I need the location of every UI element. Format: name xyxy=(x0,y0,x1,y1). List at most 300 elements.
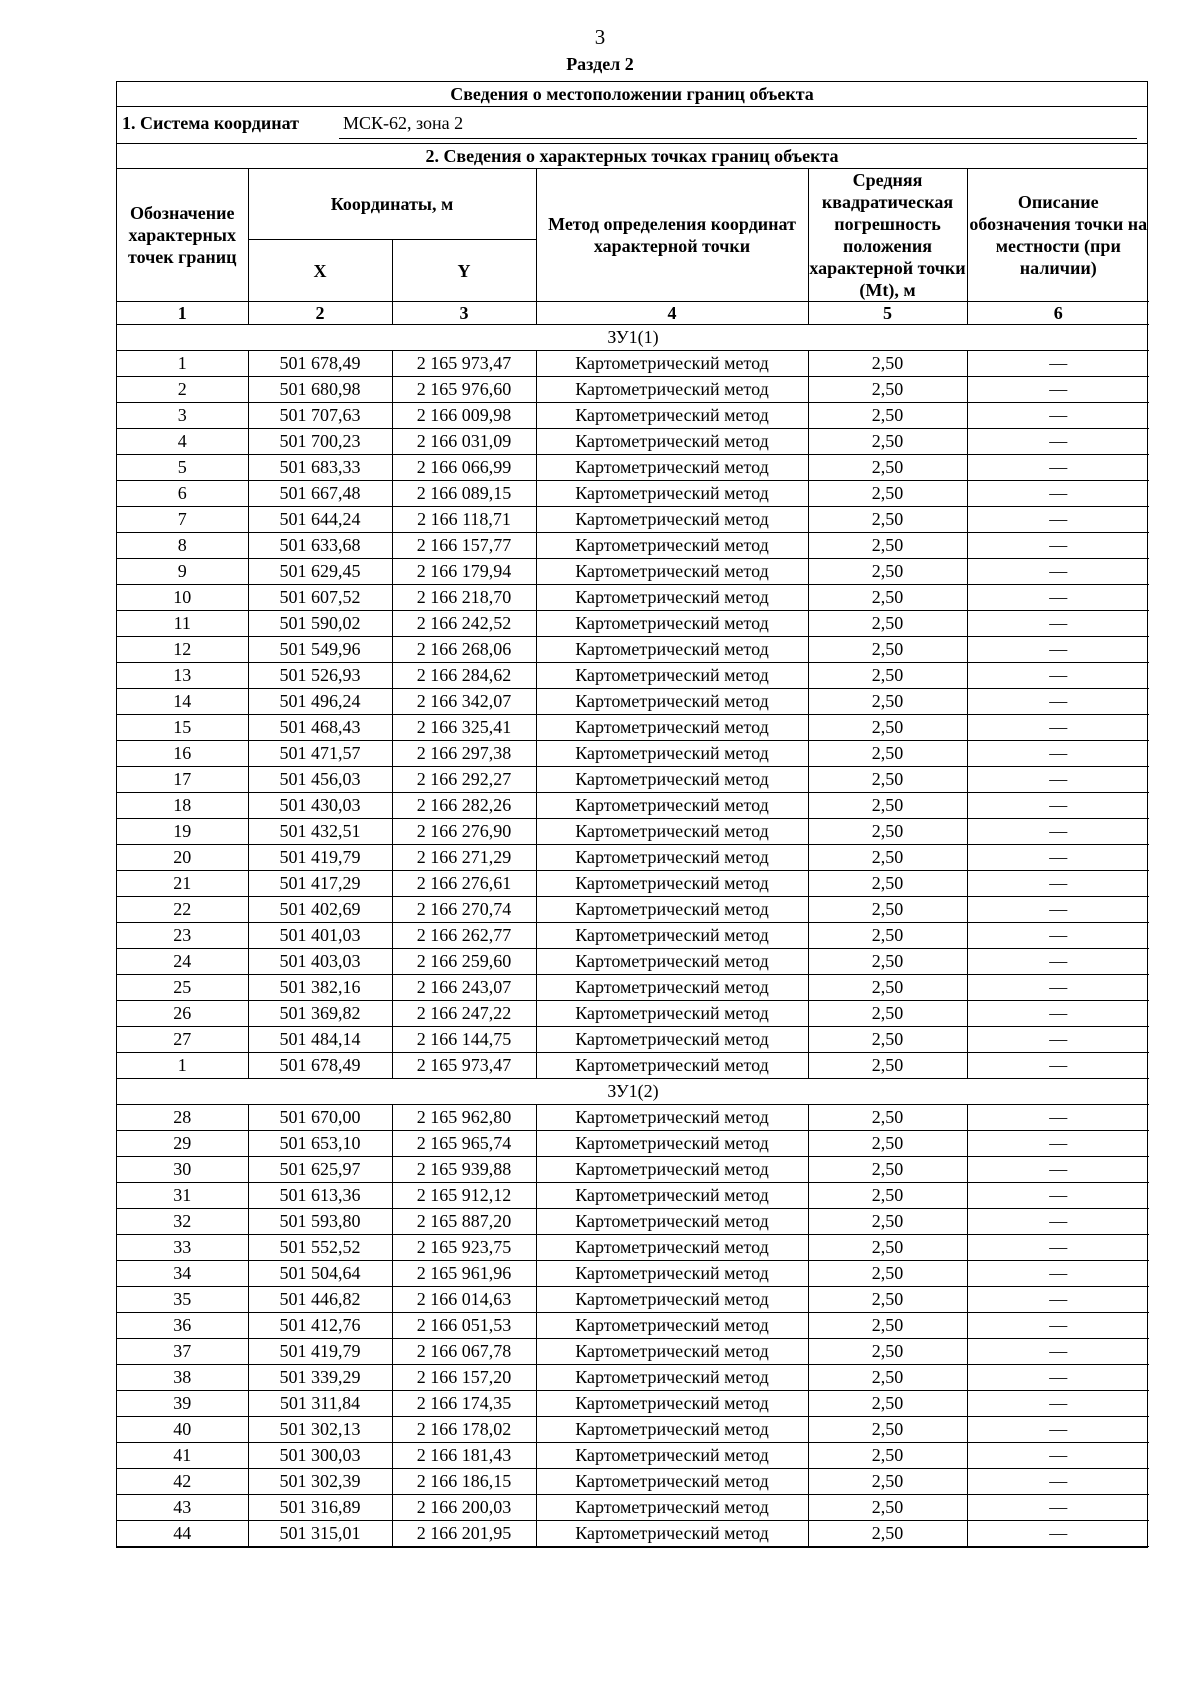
coord-x: 501 419,79 xyxy=(248,845,392,871)
point-number: 43 xyxy=(117,1495,248,1521)
coord-y: 2 166 259,60 xyxy=(392,949,536,975)
error-value: 2,50 xyxy=(808,741,967,767)
method: Картометрический метод xyxy=(536,1495,808,1521)
point-number: 2 xyxy=(117,377,248,403)
table-row xyxy=(117,1391,1149,1417)
coord-y: 2 165 976,60 xyxy=(392,377,536,403)
table-row xyxy=(117,1027,1149,1053)
coord-x: 501 678,49 xyxy=(248,351,392,377)
coord-x: 501 607,52 xyxy=(248,585,392,611)
table-row xyxy=(117,793,1149,819)
error-value: 2,50 xyxy=(808,377,967,403)
table-row xyxy=(117,1521,1149,1547)
coordinate-system-label: 1. Система координат xyxy=(122,113,299,133)
coord-y: 2 166 174,35 xyxy=(392,1391,536,1417)
coord-x: 501 432,51 xyxy=(248,819,392,845)
table-row xyxy=(117,1339,1149,1365)
coord-y: 2 166 242,52 xyxy=(392,611,536,637)
coord-x: 501 613,36 xyxy=(248,1183,392,1209)
method: Картометрический метод xyxy=(536,1157,808,1183)
coord-y: 2 166 276,61 xyxy=(392,871,536,897)
point-number: 1 xyxy=(117,351,248,377)
point-number: 29 xyxy=(117,1131,248,1157)
point-description: — xyxy=(967,1105,1149,1131)
method: Картометрический метод xyxy=(536,377,808,403)
method: Картометрический метод xyxy=(536,1261,808,1287)
method: Картометрический метод xyxy=(536,1053,808,1079)
coord-x: 501 653,10 xyxy=(248,1131,392,1157)
coord-y: 2 166 178,02 xyxy=(392,1417,536,1443)
table-row xyxy=(117,507,1149,533)
header-designation: Обозначение характерных точек границ xyxy=(117,169,248,302)
coordinate-system-row xyxy=(117,107,1147,144)
point-number: 41 xyxy=(117,1443,248,1469)
method: Картометрический метод xyxy=(536,559,808,585)
coord-y: 2 165 923,75 xyxy=(392,1235,536,1261)
coord-y: 2 166 144,75 xyxy=(392,1027,536,1053)
error-value: 2,50 xyxy=(808,1287,967,1313)
point-description: — xyxy=(967,1027,1149,1053)
coord-y: 2 165 965,74 xyxy=(392,1131,536,1157)
coord-x: 501 590,02 xyxy=(248,611,392,637)
coord-x: 501 402,69 xyxy=(248,897,392,923)
method: Картометрический метод xyxy=(536,429,808,455)
error-value: 2,50 xyxy=(808,637,967,663)
method: Картометрический метод xyxy=(536,1339,808,1365)
coord-x: 501 667,48 xyxy=(248,481,392,507)
table-row xyxy=(117,1261,1149,1287)
point-number: 27 xyxy=(117,1027,248,1053)
error-value: 2,50 xyxy=(808,1261,967,1287)
point-number: 21 xyxy=(117,871,248,897)
boundary-info-frame xyxy=(116,81,1148,1548)
point-number: 11 xyxy=(117,611,248,637)
point-description: — xyxy=(967,559,1149,585)
point-number: 6 xyxy=(117,481,248,507)
coord-y: 2 166 157,20 xyxy=(392,1365,536,1391)
point-description: — xyxy=(967,403,1149,429)
coord-x: 501 504,64 xyxy=(248,1261,392,1287)
error-value: 2,50 xyxy=(808,455,967,481)
table-row xyxy=(117,1495,1149,1521)
point-description: — xyxy=(967,689,1149,715)
coord-x: 501 670,00 xyxy=(248,1105,392,1131)
coord-y: 2 166 118,71 xyxy=(392,507,536,533)
header-coordinates: Координаты, м xyxy=(248,169,536,240)
point-number: 35 xyxy=(117,1287,248,1313)
point-number: 7 xyxy=(117,507,248,533)
point-description: — xyxy=(967,1157,1149,1183)
error-value: 2,50 xyxy=(808,1365,967,1391)
table-row xyxy=(117,1209,1149,1235)
coord-x: 501 484,14 xyxy=(248,1027,392,1053)
point-number: 36 xyxy=(117,1313,248,1339)
point-description: — xyxy=(967,585,1149,611)
coord-x: 501 456,03 xyxy=(248,767,392,793)
method: Картометрический метод xyxy=(536,1469,808,1495)
coord-y: 2 166 292,27 xyxy=(392,767,536,793)
error-value: 2,50 xyxy=(808,1053,967,1079)
point-description: — xyxy=(967,975,1149,1001)
point-number: 19 xyxy=(117,819,248,845)
coord-y: 2 166 284,62 xyxy=(392,663,536,689)
error-value: 2,50 xyxy=(808,897,967,923)
table-row xyxy=(117,1313,1149,1339)
coord-x: 501 430,03 xyxy=(248,793,392,819)
coord-x: 501 625,97 xyxy=(248,1157,392,1183)
error-value: 2,50 xyxy=(808,1183,967,1209)
point-number: 44 xyxy=(117,1521,248,1547)
coord-y: 2 166 031,09 xyxy=(392,429,536,455)
table-row xyxy=(117,949,1149,975)
coord-y: 2 165 939,88 xyxy=(392,1157,536,1183)
page-number: 3 xyxy=(594,25,606,49)
point-number: 22 xyxy=(117,897,248,923)
group-name: ЗУ1(2) xyxy=(117,1079,1149,1105)
coord-y: 2 165 961,96 xyxy=(392,1261,536,1287)
coord-x: 501 302,13 xyxy=(248,1417,392,1443)
coord-x: 501 683,33 xyxy=(248,455,392,481)
table-row xyxy=(117,351,1149,377)
method: Картометрический метод xyxy=(536,845,808,871)
coord-x: 501 629,45 xyxy=(248,559,392,585)
coord-y: 2 166 282,26 xyxy=(392,793,536,819)
point-description: — xyxy=(967,1469,1149,1495)
error-value: 2,50 xyxy=(808,1521,967,1547)
point-description: — xyxy=(967,1261,1149,1287)
point-description: — xyxy=(967,1131,1149,1157)
table-row xyxy=(117,429,1149,455)
point-description: — xyxy=(967,949,1149,975)
point-number: 26 xyxy=(117,1001,248,1027)
coord-y: 2 166 157,77 xyxy=(392,533,536,559)
column-number: 6 xyxy=(967,302,1149,325)
error-value: 2,50 xyxy=(808,1443,967,1469)
table-row xyxy=(117,377,1149,403)
point-description: — xyxy=(967,1417,1149,1443)
error-value: 2,50 xyxy=(808,611,967,637)
error-value: 2,50 xyxy=(808,1469,967,1495)
error-value: 2,50 xyxy=(808,585,967,611)
method: Картометрический метод xyxy=(536,1105,808,1131)
table-row xyxy=(117,1001,1149,1027)
coord-y: 2 166 243,07 xyxy=(392,975,536,1001)
header-description: Описание обозначения точки на местности (при наличии) xyxy=(967,169,1149,302)
table-row xyxy=(117,637,1149,663)
error-value: 2,50 xyxy=(808,715,967,741)
point-description: — xyxy=(967,819,1149,845)
table-row xyxy=(117,585,1149,611)
coord-y: 2 166 276,90 xyxy=(392,819,536,845)
point-number: 25 xyxy=(117,975,248,1001)
coord-y: 2 166 201,95 xyxy=(392,1521,536,1547)
point-description: — xyxy=(967,715,1149,741)
header-error: Средняя квадратическая погрешность положения характерной точки (Mt), м xyxy=(809,170,966,300)
column-number: 2 xyxy=(248,302,392,325)
table-row xyxy=(117,767,1149,793)
coord-x: 501 302,39 xyxy=(248,1469,392,1495)
point-number: 34 xyxy=(117,1261,248,1287)
table-row xyxy=(117,741,1149,767)
coord-y: 2 166 009,98 xyxy=(392,403,536,429)
coord-x: 501 700,23 xyxy=(248,429,392,455)
group-row xyxy=(117,325,1149,351)
column-number-row xyxy=(117,302,1149,325)
method: Картометрический метод xyxy=(536,767,808,793)
point-description: — xyxy=(967,1365,1149,1391)
coord-x: 501 401,03 xyxy=(248,923,392,949)
method: Картометрический метод xyxy=(536,923,808,949)
table-row xyxy=(117,1157,1149,1183)
table-row xyxy=(117,819,1149,845)
table-row xyxy=(117,1053,1149,1079)
coord-x: 501 496,24 xyxy=(248,689,392,715)
point-number: 18 xyxy=(117,793,248,819)
point-description: — xyxy=(967,793,1149,819)
point-description: — xyxy=(967,533,1149,559)
coord-x: 501 315,01 xyxy=(248,1521,392,1547)
point-number: 4 xyxy=(117,429,248,455)
coord-y: 2 166 342,07 xyxy=(392,689,536,715)
error-value: 2,50 xyxy=(808,689,967,715)
method: Картометрический метод xyxy=(536,1235,808,1261)
coord-y: 2 166 270,74 xyxy=(392,897,536,923)
column-number: 3 xyxy=(392,302,536,325)
method: Картометрический метод xyxy=(536,741,808,767)
table-row xyxy=(117,715,1149,741)
coord-y: 2 166 325,41 xyxy=(392,715,536,741)
table-row xyxy=(117,871,1149,897)
coord-x: 501 707,63 xyxy=(248,403,392,429)
table-row xyxy=(117,1131,1149,1157)
method: Картометрический метод xyxy=(536,949,808,975)
error-value: 2,50 xyxy=(808,533,967,559)
error-value: 2,50 xyxy=(808,663,967,689)
point-number: 20 xyxy=(117,845,248,871)
group-name: ЗУ1(1) xyxy=(117,325,1149,351)
point-description: — xyxy=(967,1235,1149,1261)
coord-y: 2 166 186,15 xyxy=(392,1469,536,1495)
coord-x: 501 417,29 xyxy=(248,871,392,897)
point-description: — xyxy=(967,611,1149,637)
header-y: Y xyxy=(392,240,536,302)
main-title: Сведения о местоположении границ объекта xyxy=(117,82,1147,107)
point-description: — xyxy=(967,1495,1149,1521)
method: Картометрический метод xyxy=(536,1313,808,1339)
method: Картометрический метод xyxy=(536,975,808,1001)
error-value: 2,50 xyxy=(808,871,967,897)
point-number: 24 xyxy=(117,949,248,975)
point-number: 37 xyxy=(117,1339,248,1365)
method: Картометрический метод xyxy=(536,871,808,897)
point-number: 39 xyxy=(117,1391,248,1417)
table-row xyxy=(117,975,1149,1001)
coord-y: 2 166 247,22 xyxy=(392,1001,536,1027)
method: Картометрический метод xyxy=(536,689,808,715)
point-description: — xyxy=(967,1443,1149,1469)
table-row xyxy=(117,1235,1149,1261)
table-row xyxy=(117,845,1149,871)
error-value: 2,50 xyxy=(808,1131,967,1157)
method: Картометрический метод xyxy=(536,1183,808,1209)
error-value: 2,50 xyxy=(808,793,967,819)
coord-y: 2 166 179,94 xyxy=(392,559,536,585)
point-number: 9 xyxy=(117,559,248,585)
point-description: — xyxy=(967,1287,1149,1313)
point-number: 5 xyxy=(117,455,248,481)
point-description: — xyxy=(967,507,1149,533)
coord-x: 501 680,98 xyxy=(248,377,392,403)
coord-y: 2 166 262,77 xyxy=(392,923,536,949)
method: Картометрический метод xyxy=(536,1131,808,1157)
point-description: — xyxy=(967,1183,1149,1209)
table-row xyxy=(117,403,1149,429)
point-number: 38 xyxy=(117,1365,248,1391)
table-row xyxy=(117,1183,1149,1209)
error-value: 2,50 xyxy=(808,845,967,871)
method: Картометрический метод xyxy=(536,611,808,637)
point-number: 33 xyxy=(117,1235,248,1261)
error-value: 2,50 xyxy=(808,1105,967,1131)
point-description: — xyxy=(967,767,1149,793)
method: Картометрический метод xyxy=(536,663,808,689)
point-number: 12 xyxy=(117,637,248,663)
error-value: 2,50 xyxy=(808,429,967,455)
error-value: 2,50 xyxy=(808,559,967,585)
method: Картометрический метод xyxy=(536,1001,808,1027)
coord-y: 2 165 962,80 xyxy=(392,1105,536,1131)
error-value: 2,50 xyxy=(808,1339,967,1365)
method: Картометрический метод xyxy=(536,1365,808,1391)
point-description: — xyxy=(967,351,1149,377)
table-row xyxy=(117,533,1149,559)
error-value: 2,50 xyxy=(808,923,967,949)
coord-x: 501 526,93 xyxy=(248,663,392,689)
point-number: 15 xyxy=(117,715,248,741)
method: Картометрический метод xyxy=(536,1209,808,1235)
point-description: — xyxy=(967,741,1149,767)
point-description: — xyxy=(967,1339,1149,1365)
error-value: 2,50 xyxy=(808,1235,967,1261)
point-description: — xyxy=(967,663,1149,689)
column-number: 5 xyxy=(808,302,967,325)
method: Картометрический метод xyxy=(536,793,808,819)
coord-x: 501 316,89 xyxy=(248,1495,392,1521)
coordinate-system-value: МСК-62, зона 2 xyxy=(343,113,464,133)
point-number: 23 xyxy=(117,923,248,949)
table-row xyxy=(117,897,1149,923)
point-number: 32 xyxy=(117,1209,248,1235)
column-number: 4 xyxy=(536,302,808,325)
coord-x: 501 593,80 xyxy=(248,1209,392,1235)
error-value: 2,50 xyxy=(808,403,967,429)
point-description: — xyxy=(967,1391,1149,1417)
error-value: 2,50 xyxy=(808,507,967,533)
coord-y: 2 166 218,70 xyxy=(392,585,536,611)
coord-y: 2 166 200,03 xyxy=(392,1495,536,1521)
coord-y: 2 165 912,12 xyxy=(392,1183,536,1209)
coord-x: 501 339,29 xyxy=(248,1365,392,1391)
coord-y: 2 166 271,29 xyxy=(392,845,536,871)
method: Картометрический метод xyxy=(536,533,808,559)
table-row xyxy=(117,1105,1149,1131)
coord-x: 501 446,82 xyxy=(248,1287,392,1313)
error-value: 2,50 xyxy=(808,767,967,793)
point-description: — xyxy=(967,1053,1149,1079)
method: Картометрический метод xyxy=(536,403,808,429)
error-value: 2,50 xyxy=(808,1157,967,1183)
point-number: 8 xyxy=(117,533,248,559)
coord-x: 501 412,76 xyxy=(248,1313,392,1339)
error-value: 2,50 xyxy=(808,1209,967,1235)
table-row xyxy=(117,455,1149,481)
table-row xyxy=(117,689,1149,715)
table-row xyxy=(117,611,1149,637)
point-number: 42 xyxy=(117,1469,248,1495)
point-description: — xyxy=(967,1209,1149,1235)
method: Картометрический метод xyxy=(536,351,808,377)
error-value: 2,50 xyxy=(808,1313,967,1339)
coord-x: 501 369,82 xyxy=(248,1001,392,1027)
coord-y: 2 166 181,43 xyxy=(392,1443,536,1469)
error-value: 2,50 xyxy=(808,1391,967,1417)
method: Картометрический метод xyxy=(536,507,808,533)
error-value: 2,50 xyxy=(808,1001,967,1027)
method: Картометрический метод xyxy=(536,1443,808,1469)
error-value: 2,50 xyxy=(808,975,967,1001)
method: Картометрический метод xyxy=(536,481,808,507)
point-number: 13 xyxy=(117,663,248,689)
points-table xyxy=(117,169,1149,1547)
method: Картометрический метод xyxy=(536,1027,808,1053)
method: Картометрический метод xyxy=(536,1391,808,1417)
point-description: — xyxy=(967,429,1149,455)
point-description: — xyxy=(967,1001,1149,1027)
header-method: Метод определения координат характерной точки xyxy=(536,169,808,302)
coord-y: 2 166 067,78 xyxy=(392,1339,536,1365)
point-number: 31 xyxy=(117,1183,248,1209)
method: Картометрический метод xyxy=(536,897,808,923)
method: Картометрический метод xyxy=(536,1521,808,1547)
coord-x: 501 403,03 xyxy=(248,949,392,975)
error-value: 2,50 xyxy=(808,481,967,507)
coord-x: 501 382,16 xyxy=(248,975,392,1001)
coordinate-system-underline xyxy=(339,138,1137,139)
method: Картометрический метод xyxy=(536,637,808,663)
point-description: — xyxy=(967,377,1149,403)
table-row xyxy=(117,1443,1149,1469)
coord-x: 501 549,96 xyxy=(248,637,392,663)
coord-x: 501 633,68 xyxy=(248,533,392,559)
coord-x: 501 468,43 xyxy=(248,715,392,741)
error-value: 2,50 xyxy=(808,819,967,845)
points-table-header xyxy=(117,169,1149,325)
point-description: — xyxy=(967,845,1149,871)
point-number: 40 xyxy=(117,1417,248,1443)
method: Картометрический метод xyxy=(536,455,808,481)
table-row xyxy=(117,1469,1149,1495)
coord-x: 501 300,03 xyxy=(248,1443,392,1469)
points-table-body xyxy=(117,325,1149,1547)
error-value: 2,50 xyxy=(808,1027,967,1053)
error-value: 2,50 xyxy=(808,949,967,975)
coord-y: 2 165 973,47 xyxy=(392,1053,536,1079)
method: Картометрический метод xyxy=(536,819,808,845)
method: Картометрический метод xyxy=(536,715,808,741)
coord-x: 501 419,79 xyxy=(248,1339,392,1365)
point-number: 17 xyxy=(117,767,248,793)
coord-y: 2 165 973,47 xyxy=(392,351,536,377)
